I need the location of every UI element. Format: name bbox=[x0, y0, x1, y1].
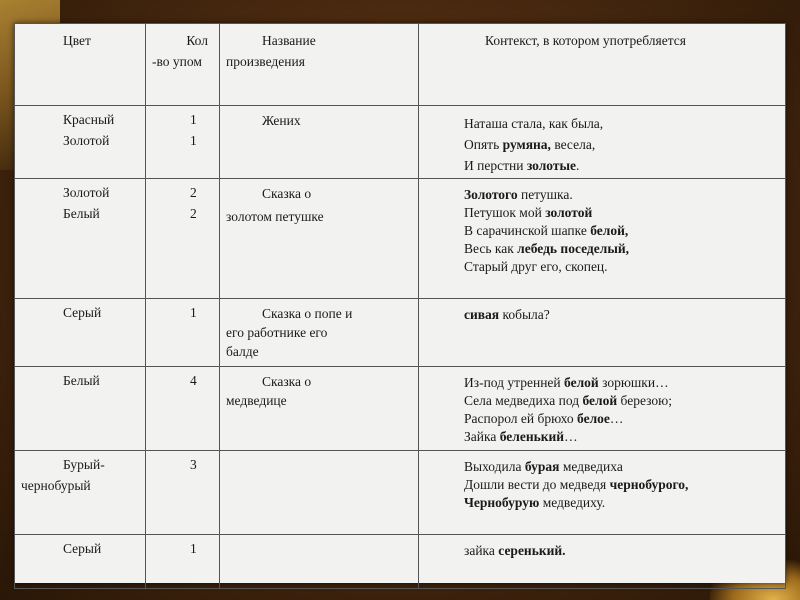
color-name: Белый bbox=[63, 373, 100, 388]
count-cell bbox=[146, 535, 220, 589]
context-text: петушка. bbox=[517, 187, 573, 202]
work-cell bbox=[220, 179, 419, 299]
work-title: Сказка о bbox=[262, 186, 312, 201]
highlighted-word: белой, bbox=[590, 223, 629, 238]
context-line bbox=[464, 494, 780, 512]
context-line bbox=[464, 542, 780, 560]
colors-table bbox=[14, 23, 786, 589]
count-value: 1 bbox=[190, 112, 197, 127]
header-color: Цвет bbox=[15, 24, 146, 106]
color-name: чернобурый bbox=[21, 478, 91, 493]
color-cell bbox=[15, 451, 146, 535]
table-row bbox=[15, 451, 786, 535]
context-line bbox=[464, 113, 780, 134]
context-text: Зайка bbox=[464, 429, 500, 444]
context-line bbox=[464, 240, 780, 258]
highlighted-word: румяна, bbox=[502, 137, 551, 152]
context-cell bbox=[419, 535, 786, 589]
context-text: В сарачинской шапке bbox=[464, 223, 591, 238]
work-title: медведице bbox=[226, 393, 287, 408]
context-text: Выходила bbox=[464, 459, 525, 474]
table-row bbox=[15, 299, 786, 367]
context-cell bbox=[419, 179, 786, 299]
context-line bbox=[464, 134, 780, 155]
context-text: медведиху. bbox=[539, 495, 606, 510]
context-text: Опять bbox=[464, 137, 503, 152]
highlighted-word: беленький bbox=[499, 429, 565, 444]
context-line bbox=[464, 410, 780, 428]
context-line bbox=[464, 155, 780, 176]
count-value: 1 bbox=[190, 541, 197, 556]
highlighted-word: серенький. bbox=[498, 543, 566, 558]
context-text: березою; bbox=[617, 393, 672, 408]
work-cell bbox=[220, 299, 419, 367]
work-title: Сказка о bbox=[262, 374, 312, 389]
highlighted-word: лебедь поседелый, bbox=[517, 241, 630, 256]
work-cell bbox=[220, 106, 419, 179]
color-name: Серый bbox=[63, 541, 102, 556]
context-text: … bbox=[609, 411, 624, 426]
context-line bbox=[464, 306, 780, 324]
table-row bbox=[15, 179, 786, 299]
highlighted-word: чернобурого, bbox=[609, 477, 689, 492]
context-line bbox=[464, 186, 780, 204]
slide-sheet bbox=[14, 23, 786, 583]
context-text: Дошли вести до медведя bbox=[464, 477, 610, 492]
count-cell bbox=[146, 367, 220, 451]
work-cell bbox=[220, 535, 419, 589]
work-title: его работнике его bbox=[226, 325, 328, 340]
context-text: медведиха bbox=[559, 459, 623, 474]
highlighted-word: белой bbox=[564, 375, 599, 390]
count-value: 4 bbox=[190, 373, 197, 388]
context-text: Распорол ей брюхо bbox=[464, 411, 578, 426]
work-cell bbox=[220, 367, 419, 451]
highlighted-word: золотой bbox=[545, 205, 593, 220]
work-title: золотом петушке bbox=[226, 209, 324, 224]
color-name: Бурый- bbox=[63, 457, 105, 472]
color-name: Белый bbox=[63, 206, 100, 221]
context-line bbox=[464, 458, 780, 476]
context-cell bbox=[419, 451, 786, 535]
context-text: Весь как bbox=[464, 241, 518, 256]
color-cell bbox=[15, 367, 146, 451]
context-line bbox=[464, 392, 780, 410]
count-value: 2 bbox=[190, 185, 197, 200]
context-text: Села медведиха под bbox=[464, 393, 583, 408]
work-cell bbox=[220, 451, 419, 535]
highlighted-word: бурая bbox=[524, 459, 560, 474]
context-text: весела, bbox=[550, 137, 596, 152]
context-line bbox=[464, 428, 780, 446]
work-title: балде bbox=[226, 344, 259, 359]
color-name: Серый bbox=[63, 305, 102, 320]
context-text: И перстни bbox=[464, 158, 527, 173]
color-name: Красный bbox=[63, 112, 115, 127]
context-text: Старый друг его, скопец. bbox=[464, 259, 608, 274]
context-line bbox=[464, 222, 780, 240]
count-value: 2 bbox=[190, 206, 197, 221]
context-line bbox=[464, 258, 780, 276]
header-row bbox=[15, 24, 786, 106]
color-cell bbox=[15, 535, 146, 589]
highlighted-word: Чернобурую bbox=[464, 495, 540, 510]
context-text: зорюшки… bbox=[598, 375, 669, 390]
color-name: Золотой bbox=[63, 185, 110, 200]
context-cell bbox=[419, 367, 786, 451]
context-line bbox=[464, 476, 780, 494]
context-text: зайка bbox=[464, 543, 499, 558]
table-row bbox=[15, 106, 786, 179]
color-name: Золотой bbox=[63, 133, 110, 148]
count-cell bbox=[146, 299, 220, 367]
context-text: … bbox=[564, 429, 578, 444]
count-value: 3 bbox=[190, 457, 197, 472]
context-cell bbox=[419, 299, 786, 367]
context-line bbox=[464, 204, 780, 222]
table-row bbox=[15, 535, 786, 589]
count-value: 1 bbox=[190, 133, 197, 148]
color-cell bbox=[15, 299, 146, 367]
color-cell bbox=[15, 179, 146, 299]
highlighted-word: белое bbox=[577, 411, 610, 426]
highlighted-word: золотые bbox=[526, 158, 577, 173]
context-text: Из-под утренней bbox=[464, 375, 565, 390]
context-cell bbox=[419, 106, 786, 179]
work-title: Жених bbox=[262, 113, 301, 128]
work-title: Сказка о попе и bbox=[262, 306, 353, 321]
context-line bbox=[464, 374, 780, 392]
count-cell bbox=[146, 179, 220, 299]
count-cell bbox=[146, 451, 220, 535]
count-cell bbox=[146, 106, 220, 179]
context-text: . bbox=[576, 158, 580, 173]
highlighted-word: сивая bbox=[464, 307, 500, 322]
table-row bbox=[15, 367, 786, 451]
count-value: 1 bbox=[190, 305, 197, 320]
highlighted-word: Золотого bbox=[464, 187, 518, 202]
color-cell bbox=[15, 106, 146, 179]
context-text: Петушок мой bbox=[464, 205, 546, 220]
context-text: Наташа стала, как была, bbox=[464, 116, 604, 131]
context-text: кобыла? bbox=[499, 307, 550, 322]
highlighted-word: белой bbox=[582, 393, 618, 408]
header-count: Кол -во упом bbox=[146, 24, 220, 106]
header-work: Название произведения bbox=[220, 24, 419, 106]
header-context: Контекст, в котором употребляется bbox=[419, 24, 786, 106]
